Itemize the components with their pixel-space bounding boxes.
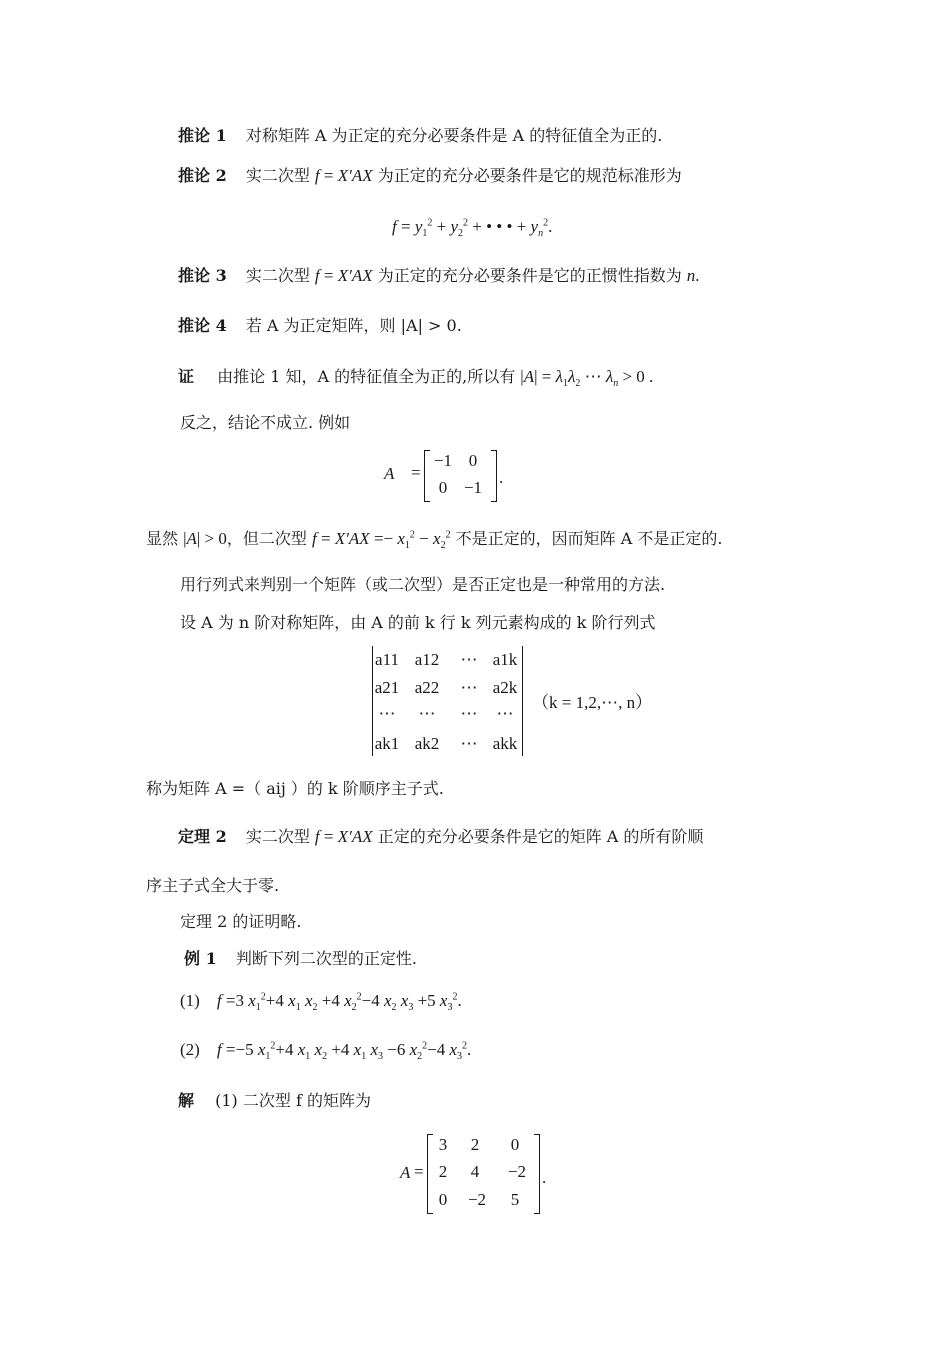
det-cell: ak1 <box>374 734 400 753</box>
det-cell: a2k <box>492 678 518 697</box>
matrix-cell: −1 <box>463 478 483 497</box>
det-cell: ak2 <box>414 734 440 753</box>
det-cell: ⋯ <box>460 678 478 697</box>
corollary-2-text-a: 实二次型 <box>245 166 315 185</box>
corollary-3: 推论 3 实二次型 f = X′AX 为正定的充分必要条件是它的正惯性指数为 n. <box>178 266 700 285</box>
matrix-cell: 0 <box>438 478 448 497</box>
minor-definition: 称为矩阵 A =（ aij ）的 k 阶顺序主子式. <box>146 779 444 798</box>
right-bracket <box>491 450 497 502</box>
example-1-label: 例 1 <box>184 949 217 968</box>
matrix-cell: 2 <box>438 1162 448 1181</box>
corollary-3-label: 推论 3 <box>178 266 227 285</box>
det-cell: a22 <box>414 678 440 697</box>
theorem-2-label: 定理 2 <box>178 827 227 846</box>
matrix-cell: 4 <box>470 1162 480 1181</box>
corollary-2-label: 推论 2 <box>178 166 227 185</box>
proof: 证 由推论 1 知，A 的特征值全为正的,所以有 $|A| = \lambda_1\lambda_2$ ⋯ $\lambda_n > 0$ . <box>178 367 654 390</box>
solution-text: (1) 二次型 f 的矩阵为 <box>215 1091 371 1110</box>
solution-label: 解 <box>178 1091 195 1110</box>
corollary-3-text-b: 为正定的充分必要条件是它的正惯性指数为 <box>372 266 687 285</box>
corollary-2: 推论 2 实二次型 f = X′AX 为正定的充分必要条件是它的规范标准形为 <box>178 166 682 185</box>
det-cell: a21 <box>374 678 400 697</box>
det-cell: ⋯ <box>460 734 478 753</box>
matrix-cell: −2 <box>507 1162 527 1181</box>
converse-text: 反之，结论不成立. 例如 <box>180 413 351 432</box>
det-right-bar <box>522 646 523 756</box>
part-2-num: (2) <box>180 1040 200 1059</box>
det-cell: ⋯ <box>460 650 478 669</box>
det-cell: a11 <box>375 650 399 669</box>
theorem-2-cont: 序主子式全大于零. <box>146 876 280 895</box>
corollary-2-text-b: 为正定的充分必要条件是它的规范标准形为 <box>372 166 682 185</box>
matrix-cell: 0 <box>438 1190 448 1209</box>
det-cell: akk <box>492 734 518 753</box>
right-bracket <box>534 1134 540 1214</box>
matrix-cell: 5 <box>510 1190 520 1209</box>
det-range: （k = 1,2,⋯, n） <box>532 693 653 712</box>
matrix-name: A <box>400 1163 411 1182</box>
part-1-num: (1) <box>180 991 200 1010</box>
normal-form-formula: $f = y_1^2 + y_2^2$ + • • • + $y_n^2$. <box>392 217 553 240</box>
solution <box>178 1090 371 1112</box>
example-1 <box>184 948 417 970</box>
setup-text: 设 A 为 n 阶对称矩阵，由 A 的前 k 行 k 列元素构成的 k 阶行列式 <box>180 613 656 632</box>
matrix-name: A <box>384 464 395 483</box>
proof-text: 由推论 1 知，A 的特征值全为正的,所以有 <box>217 367 521 386</box>
leading-minor-determinant <box>372 646 672 758</box>
example-1-part-2: (2) f =−5 $x_1^2+4$ $x_1$ $x_2 +4$ $x_1$ $x_3 -6$ $x_2^2-4$ $x_3^2$. <box>180 1040 472 1063</box>
proof-label: 证 <box>178 367 195 386</box>
corollary-4 <box>178 315 462 337</box>
matrix-cell: 2 <box>470 1135 480 1154</box>
det-cell: a1k <box>492 650 518 669</box>
example-1-part-1: (1) f =3 $x_1^2+4$ $x_1$ $x_2 +4$ $x_2^2-4$ $x_2$ $x_3 +5$ $x_3^2$. <box>180 991 462 1014</box>
corollary-1 <box>178 125 662 147</box>
det-cell: ⋯ <box>418 704 436 723</box>
obvious-text-b: ，但二次型 <box>226 529 312 548</box>
matrix-cell: 0 <box>468 451 478 470</box>
det-cell: a12 <box>414 650 440 669</box>
method-text: 用行列式来判别一个矩阵（或二次型）是否正定也是一种常用的方法. <box>180 575 666 594</box>
corollary-1-label: 推论 1 <box>178 126 227 145</box>
theorem-2: 定理 2 实二次型 f = X′AX 正定的充分必要条件是它的矩阵 A 的所有阶顺 <box>178 827 704 846</box>
matrix-cell: −1 <box>433 451 453 470</box>
det-cell: ⋯ <box>496 704 514 723</box>
obvious-statement: 显然 |A| > 0，但二次型 $f = X'AX =- x_1^2 - x_2^2$ 不是正定的，因而矩阵 A 不是正定的. <box>146 529 723 552</box>
matrix-example: A = −1 0 0 −1 . <box>384 450 524 504</box>
corollary-3-text-a: 实二次型 <box>245 266 315 285</box>
theorem-2-text-a: 实二次型 <box>245 827 315 846</box>
det-cell: ⋯ <box>378 704 396 723</box>
theorem-2-text-b: 正定的充分必要条件是它的矩阵 A 的所有阶顺 <box>372 827 704 846</box>
matrix-cell: 0 <box>510 1135 520 1154</box>
corollary-4-label: 推论 4 <box>178 316 227 335</box>
matrix-solution: A = 3 2 0 2 4 −2 0 −2 5 . <box>400 1134 570 1218</box>
det-cell: ⋯ <box>460 704 478 723</box>
matrix-cell: 3 <box>438 1135 448 1154</box>
corollary-4-text: 若 A 为正定矩阵，则 |A| > 0. <box>245 316 462 335</box>
obvious-text-c: 不是正定的，因而矩阵 A 不是正定的. <box>450 529 723 548</box>
example-1-text: 判断下列二次型的正定性. <box>235 949 417 968</box>
matrix-cell: −2 <box>467 1190 487 1209</box>
theorem-2-proof: 定理 2 的证明略. <box>180 912 302 931</box>
quadratic-form-formula: f <box>314 166 320 185</box>
corollary-1-text: 对称矩阵 A 为正定的充分必要条件是 A 的特征值全为正的. <box>245 126 663 145</box>
obvious-text-a: 显然 <box>146 529 184 548</box>
